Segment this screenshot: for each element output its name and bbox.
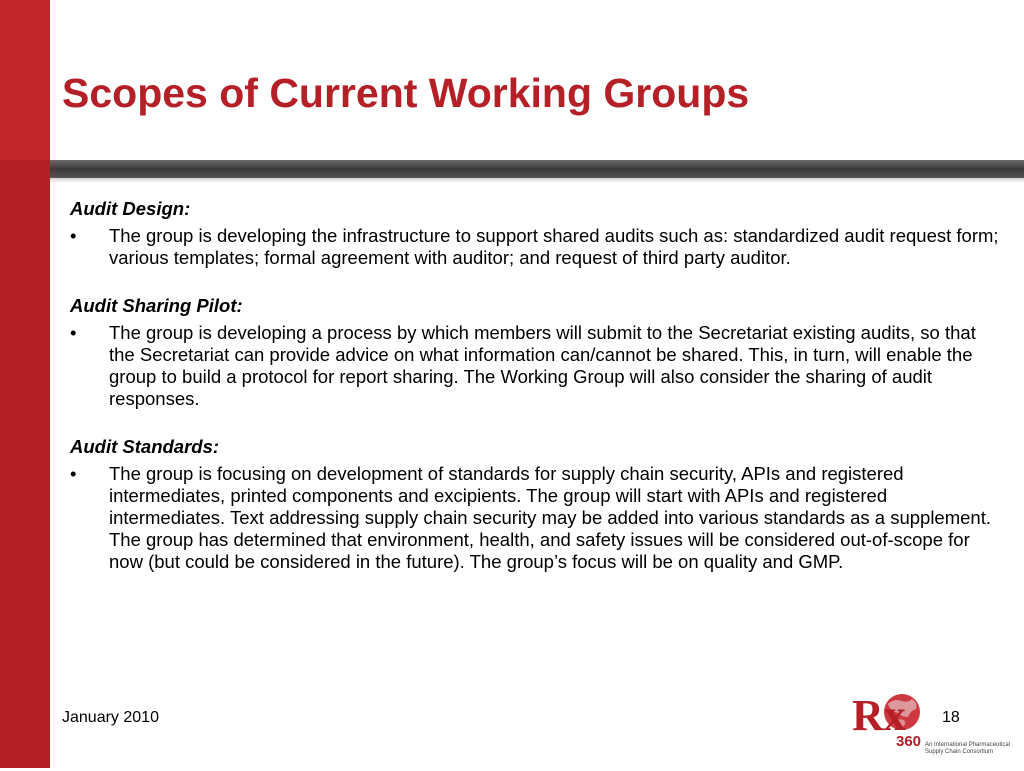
logo-tagline: An International Pharmaceutical Supply Chain Consortium [925,742,1011,755]
left-accent-bar-top [0,0,50,160]
section-heading: Audit Sharing Pilot: [70,295,243,316]
bullet-item [70,225,1000,269]
section-audit-design [70,198,1000,269]
footer-date: January 2010 [62,709,159,726]
bullet-item [70,463,1000,573]
section-heading: Audit Standards: [70,436,220,457]
page-number: 18 [942,709,960,726]
logo-letters: Rx [852,691,906,740]
slide-content [70,198,1000,599]
section-audit-standards [70,436,1000,573]
bullet-icon: • [70,225,77,246]
title-divider [50,160,1024,178]
section-heading: Audit Design: [70,198,191,219]
title-divider-shadow [50,178,1024,183]
slide-title: Scopes of Current Working Groups [62,70,750,116]
bullet-text: The group is focusing on development of standards for supply chain security, APIs and registered intermediates, printed components and excipients. The group will start with APIs and registered intermediates. Text addressing supply chain security may be added into various standards as a supplement. The group has determined that environment, health, and safety issues will be considered out-of-scope for now (but could be considered in the future). The group’s focus will be on quality and GMP. [109,463,991,572]
bullet-item [70,322,1000,410]
bullet-icon: • [70,463,77,484]
bullet-text: The group is developing the infrastructure to support shared audits such as: standardized audit request form; various templates; formal agreement with auditor; and request of third party auditor. [109,225,999,268]
bullet-icon: • [70,322,77,343]
rx360-logo [850,686,1020,766]
logo-number: 360 [896,733,922,750]
bullet-text: The group is developing a process by which members will submit to the Secretariat existing audits, so that the Secretariat can provide advice on what information can/cannot be shared. This, in turn, will enable the group to build a protocol for report sharing. The Working Group will also consider the sharing of audit responses. [109,322,976,409]
section-audit-sharing-pilot [70,295,1000,410]
left-accent-bar [0,0,50,768]
